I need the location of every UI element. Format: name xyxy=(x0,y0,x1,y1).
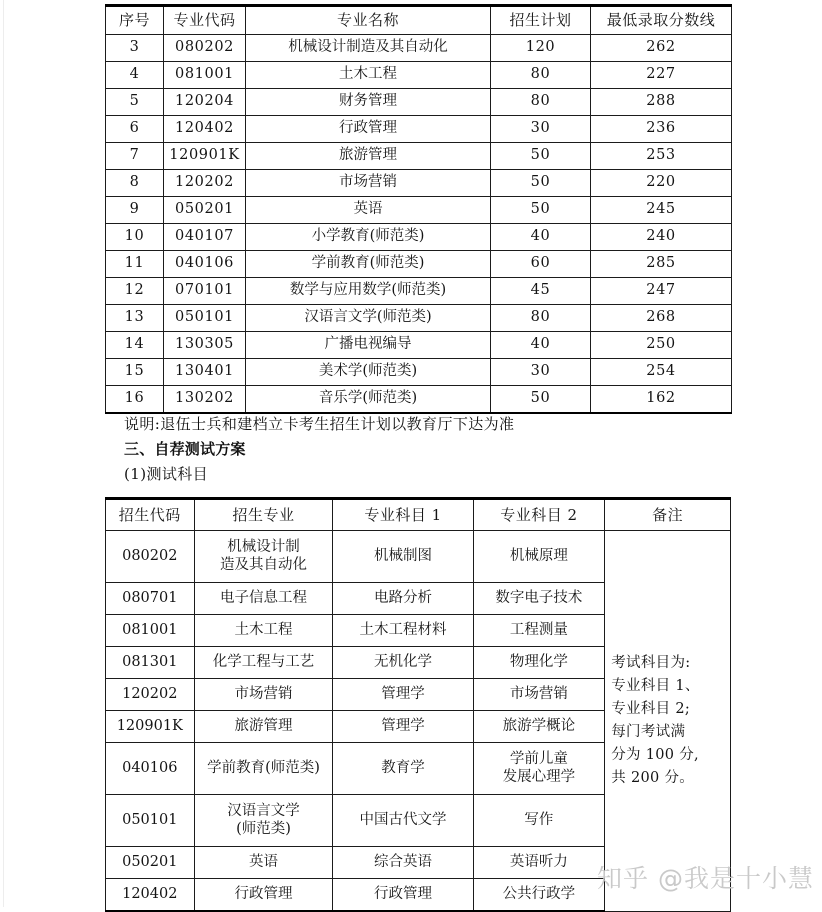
test-subjects-table xyxy=(105,497,731,912)
explanation-note: 说明:退伍士兵和建档立卡考生招生计划以教育厅下达为准 xyxy=(124,415,515,433)
cell-专业科目1: 中国古代文学 xyxy=(333,795,473,847)
section-heading: 三、自荐测试方案 xyxy=(124,440,246,458)
cell-招生专业: 行政管理 xyxy=(194,879,333,912)
cell-招生代码: 120901K xyxy=(106,711,195,743)
cell-序号: 5 xyxy=(106,89,164,116)
cell-专业科目1: 管理学 xyxy=(333,679,473,711)
notes-block xyxy=(105,412,745,487)
cell-专业名称: 汉语言文学(师范类) xyxy=(246,305,491,332)
cell-序号: 9 xyxy=(106,197,164,224)
cell-专业科目1: 无机化学 xyxy=(333,647,473,679)
cell-招生计划: 40 xyxy=(491,224,591,251)
cell-专业名称: 广播电视编导 xyxy=(246,332,491,359)
cell-招生代码: 120402 xyxy=(106,879,195,912)
cell-招生代码: 040106 xyxy=(106,743,195,795)
subjects-header-cell-2: 专业科目 1 xyxy=(333,499,473,531)
subjects-header-cell-1: 招生专业 xyxy=(194,499,333,531)
cell-序号: 16 xyxy=(106,386,164,414)
cell-专业名称: 财务管理 xyxy=(246,89,491,116)
cell-招生专业: 旅游管理 xyxy=(194,711,333,743)
cell-序号: 13 xyxy=(106,305,164,332)
cell-专业名称: 学前教育(师范类) xyxy=(246,251,491,278)
cell-专业科目1: 教育学 xyxy=(333,743,473,795)
cell-专业代码: 040107 xyxy=(164,224,246,251)
table-row xyxy=(106,35,732,62)
enrollment-header-cell-1: 专业代码 xyxy=(164,6,246,35)
cell-专业科目2: 旅游学概论 xyxy=(473,711,605,743)
cell-专业名称: 音乐学(师范类) xyxy=(246,386,491,414)
page-margin-rule xyxy=(3,0,4,907)
cell-专业代码: 080202 xyxy=(164,35,246,62)
cell-序号: 8 xyxy=(106,170,164,197)
cell-专业名称: 市场营销 xyxy=(246,170,491,197)
table-row xyxy=(106,143,732,170)
cell-招生代码: 081301 xyxy=(106,647,195,679)
cell-专业代码: 130202 xyxy=(164,386,246,414)
enrollment-header-cell-2: 专业名称 xyxy=(246,6,491,35)
cell-招生专业: 汉语言文学 (师范类) xyxy=(194,795,333,847)
cell-专业科目2: 英语听力 xyxy=(473,847,605,879)
enrollment-plan-table xyxy=(105,4,732,414)
cell-序号: 4 xyxy=(106,62,164,89)
cell-序号: 14 xyxy=(106,332,164,359)
cell-最低录取分数线: 285 xyxy=(591,251,732,278)
table-row xyxy=(106,170,732,197)
cell-最低录取分数线: 240 xyxy=(591,224,732,251)
subjects-header-cell-0: 招生代码 xyxy=(106,499,195,531)
cell-序号: 11 xyxy=(106,251,164,278)
enrollment-header-cell-4: 最低录取分数线 xyxy=(591,6,732,35)
cell-招生专业: 学前教育(师范类) xyxy=(194,743,333,795)
cell-专业名称: 土木工程 xyxy=(246,62,491,89)
table-row xyxy=(106,332,732,359)
table-row xyxy=(106,305,732,332)
cell-专业代码: 050201 xyxy=(164,197,246,224)
cell-招生代码: 080202 xyxy=(106,531,195,583)
cell-专业科目1: 电路分析 xyxy=(333,583,473,615)
cell-招生专业: 市场营销 xyxy=(194,679,333,711)
cell-专业科目1: 行政管理 xyxy=(333,879,473,912)
cell-序号: 3 xyxy=(106,35,164,62)
subjects-header-cell-3: 专业科目 2 xyxy=(473,499,605,531)
table-row xyxy=(106,116,732,143)
cell-最低录取分数线: 254 xyxy=(591,359,732,386)
cell-序号: 7 xyxy=(106,143,164,170)
cell-专业科目1: 综合英语 xyxy=(333,847,473,879)
cell-专业代码: 130401 xyxy=(164,359,246,386)
cell-序号: 6 xyxy=(106,116,164,143)
cell-招生计划: 80 xyxy=(491,305,591,332)
cell-最低录取分数线: 253 xyxy=(591,143,732,170)
cell-招生代码: 080701 xyxy=(106,583,195,615)
cell-招生计划: 80 xyxy=(491,89,591,116)
cell-最低录取分数线: 262 xyxy=(591,35,732,62)
cell-最低录取分数线: 250 xyxy=(591,332,732,359)
table-row xyxy=(106,278,732,305)
cell-专业名称: 小学教育(师范类) xyxy=(246,224,491,251)
cell-专业科目2: 物理化学 xyxy=(473,647,605,679)
table-row xyxy=(106,197,732,224)
cell-招生专业: 土木工程 xyxy=(194,615,333,647)
cell-专业代码: 120901K xyxy=(164,143,246,170)
cell-专业代码: 130305 xyxy=(164,332,246,359)
cell-招生专业: 机械设计制 造及其自动化 xyxy=(194,531,333,583)
cell-专业代码: 050101 xyxy=(164,305,246,332)
cell-专业代码: 081001 xyxy=(164,62,246,89)
table-row xyxy=(106,224,732,251)
cell-专业名称: 旅游管理 xyxy=(246,143,491,170)
cell-招生计划: 30 xyxy=(491,116,591,143)
cell-专业科目2: 公共行政学 xyxy=(473,879,605,912)
cell-专业科目2: 学前儿童 发展心理学 xyxy=(473,743,605,795)
cell-专业科目2: 工程测量 xyxy=(473,615,605,647)
cell-招生代码: 120202 xyxy=(106,679,195,711)
cell-最低录取分数线: 245 xyxy=(591,197,732,224)
cell-最低录取分数线: 236 xyxy=(591,116,732,143)
table-row xyxy=(106,89,732,116)
cell-招生代码: 050201 xyxy=(106,847,195,879)
cell-最低录取分数线: 288 xyxy=(591,89,732,116)
cell-招生计划: 50 xyxy=(491,197,591,224)
cell-专业科目2: 市场营销 xyxy=(473,679,605,711)
cell-专业代码: 120204 xyxy=(164,89,246,116)
cell-招生计划: 50 xyxy=(491,170,591,197)
cell-招生计划: 45 xyxy=(491,278,591,305)
cell-专业名称: 机械设计制造及其自动化 xyxy=(246,35,491,62)
cell-专业名称: 行政管理 xyxy=(246,116,491,143)
table-row xyxy=(106,251,732,278)
cell-备注 xyxy=(605,531,731,912)
enrollment-header-cell-3: 招生计划 xyxy=(491,6,591,35)
cell-专业科目2: 机械原理 xyxy=(473,531,605,583)
cell-专业名称: 英语 xyxy=(246,197,491,224)
watermark: 知乎 @我是十小慧 xyxy=(597,864,814,893)
cell-专业科目1: 土木工程材料 xyxy=(333,615,473,647)
subjects-header-cell-4: 备注 xyxy=(605,499,731,531)
cell-招生专业: 化学工程与工艺 xyxy=(194,647,333,679)
cell-专业科目1: 机械制图 xyxy=(333,531,473,583)
cell-专业代码: 120402 xyxy=(164,116,246,143)
enrollment-header-cell-0: 序号 xyxy=(106,6,164,35)
cell-专业名称: 数学与应用数学(师范类) xyxy=(246,278,491,305)
cell-最低录取分数线: 162 xyxy=(591,386,732,414)
cell-招生计划: 50 xyxy=(491,386,591,414)
cell-招生专业: 英语 xyxy=(194,847,333,879)
cell-专业代码: 040106 xyxy=(164,251,246,278)
cell-招生代码: 050101 xyxy=(106,795,195,847)
cell-最低录取分数线: 227 xyxy=(591,62,732,89)
cell-招生计划: 50 xyxy=(491,143,591,170)
cell-最低录取分数线: 268 xyxy=(591,305,732,332)
subsection-label: (1)测试科目 xyxy=(124,465,209,483)
cell-最低录取分数线: 247 xyxy=(591,278,732,305)
cell-招生计划: 40 xyxy=(491,332,591,359)
table-row xyxy=(106,386,732,414)
cell-专业代码: 120202 xyxy=(164,170,246,197)
cell-招生计划: 60 xyxy=(491,251,591,278)
cell-招生计划: 120 xyxy=(491,35,591,62)
cell-序号: 10 xyxy=(106,224,164,251)
cell-招生代码: 081001 xyxy=(106,615,195,647)
cell-专业科目1: 管理学 xyxy=(333,711,473,743)
remark-text: 考试科目为: 专业科目 1、 专业科目 2; 每门考试满 分为 100 分, 共 200 分。 xyxy=(611,654,700,786)
cell-序号: 12 xyxy=(106,278,164,305)
table-row xyxy=(106,62,732,89)
cell-招生计划: 30 xyxy=(491,359,591,386)
subjects-header-row xyxy=(106,499,731,531)
table-row xyxy=(106,531,731,583)
enrollment-header-row xyxy=(106,6,732,35)
cell-最低录取分数线: 220 xyxy=(591,170,732,197)
cell-序号: 15 xyxy=(106,359,164,386)
cell-专业科目2: 数字电子技术 xyxy=(473,583,605,615)
table-row xyxy=(106,359,732,386)
cell-专业科目2: 写作 xyxy=(473,795,605,847)
cell-招生专业: 电子信息工程 xyxy=(194,583,333,615)
cell-专业名称: 美术学(师范类) xyxy=(246,359,491,386)
cell-招生计划: 80 xyxy=(491,62,591,89)
cell-专业代码: 070101 xyxy=(164,278,246,305)
